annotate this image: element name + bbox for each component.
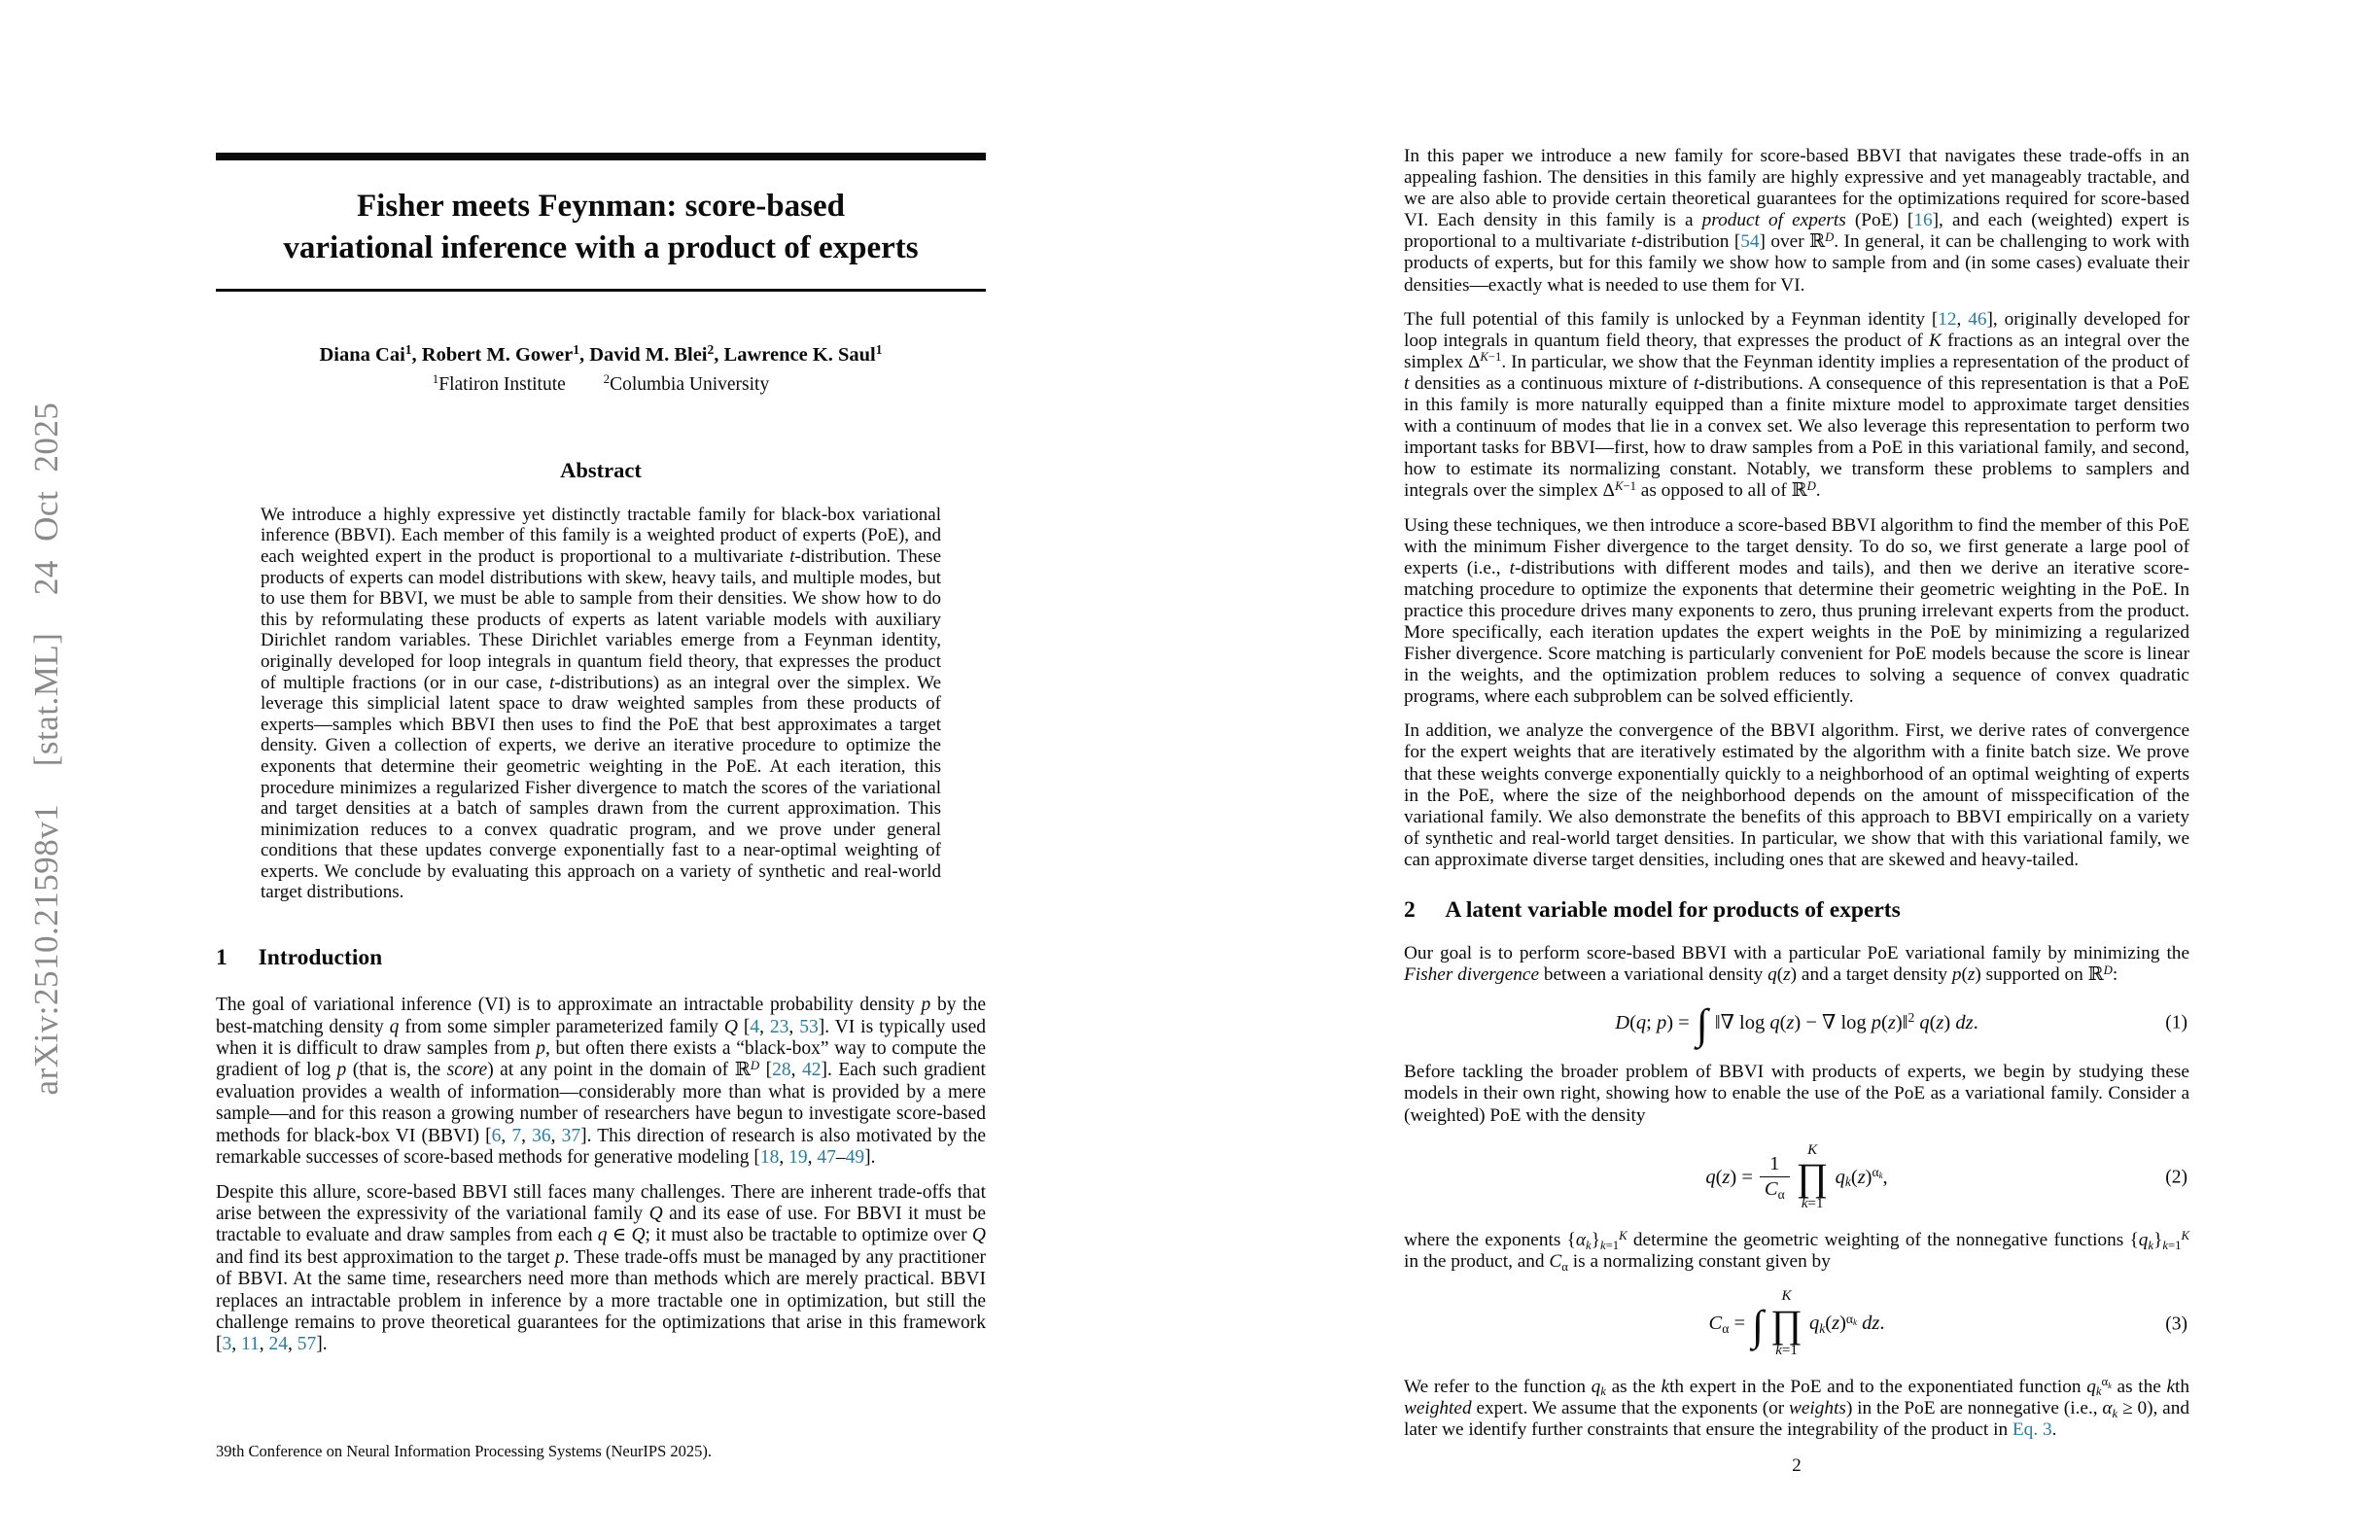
fraction — [1760, 1153, 1790, 1202]
product-upper-limit: K — [1781, 1288, 1792, 1305]
paragraph-bbvi-algorithm: Using these techniques, we then introduce a score-based BBVI algorithm to find the member of this PoE with the minimum Fisher divergence to the target density. To do so, we first generate a large pool of experts (i.e., t-distributions with different modes and tails), and then we derive an iterative score-matching procedure to optimize the exponents that determine their geometric weighting in the PoE. In practice this procedure drives many exponents to zero, thus pruning irrelevant experts from the product. More specifically, each iteration updates the expert weights in the PoE by minimizing a regularized Fisher divergence. Score matching is particularly convenient for PoE models because the score is linear in the weights, and the optimization problem reduces to solving a sequence of convex quadratic programs, where each subproblem can be solved efficiently. — [1404, 514, 2190, 708]
citation-link[interactable]: 24 — [268, 1334, 289, 1355]
eq1-lhs: D(q; p) = — [1615, 1012, 1690, 1034]
eq3-content — [1709, 1288, 1885, 1359]
intro-paragraph-1: The goal of variational inference (VI) is to approximate an intractable probability density p by the best-matching density q from some simpler parameterized family Q [4, 23, 53]. VI is typically used when it is difficult to draw samples from p, but often there exists a “black-box” way to compute the gradient of log p (that is, the score) at any point in the domain of ℝ$^D$ [28, 42]. Each such gradient evaluation provides a wealth of information—considerably more than what is provided by a mere sample—and for this reason a growing number of researchers have begun to investigate score-based methods for black-box VI (BBVI) [6, 7, 36, 37]. This direction of research is also motivated by the remarkable successes of score-based methods for generative modeling [18, 19, 47–49]. — [216, 995, 987, 1169]
product-operator-icon — [1797, 1142, 1829, 1213]
section-1-title: Introduction — [258, 945, 383, 971]
citation-link[interactable]: Eq. 3 — [2012, 1419, 2052, 1441]
affiliations-line — [216, 374, 986, 396]
section-1-heading — [216, 944, 986, 971]
eq1-body: ‖∇ log q(z) − ∇ log p(z)‖$^2$ q(z) dz. — [1714, 1010, 1978, 1034]
paragraph-before-tackling: Before tackling the broader problem of BBVI with products of experts, we begin by studying these models in their own right, showing how to enable the use of the PoE as a variational family. Consider a (weighted) PoE with the density — [1404, 1062, 2189, 1126]
intro-paragraph-2: Despite this allure, score-based BBVI still faces many challenges. There are inherent trade-offs that arise between the expressivity of the variational family Q and its ease of use. For BBVI it must be tractable to evaluate and draw samples from each q ∈ Q; it must also be tractable to optimize over Q and find its best approximation to the target p. These trade-offs must be managed by any practitioner of BBVI. At the same time, researchers need more than methods which are merely practical. BBVI replaces an intractable problem in inference by a more tractable one in optimization, but still the challenge remains to prove theoretical guarantees for the optimizations that arise in this framework [3, 11, 24, 57]. — [216, 1181, 987, 1355]
paragraph-convergence: In addition, we analyze the convergence of the BBVI algorithm. First, we derive rates of convergence for the expert weights that are iteratively estimated by the algorithm with a finite batch size. We prove that these weights converge exponentially quickly to a neighborhood of an optimal weighting of experts in the PoE, where the size of the neighborhood depends on the amount of misspecification of the variational family. We also demonstrate the benefits of this approach to BBVI empirically on a variety of synthetic and real-world target densities. In particular, we show that with this variational family, we can approximate diverse target densities, including ones that are skewed and heavy-tailed. — [1404, 720, 2189, 870]
citation-link[interactable]: 42 — [802, 1060, 822, 1081]
paragraph-feynman-identity: The full potential of this family is unlocked by a Feynman identity [12, 46], originally developed for loop integrals in quantum field theory, that expresses the product of K fractions as an integral over the simplex $\Delta^{K-1}$. In particular, we show that the Feynman identity implies a representation of the product of t densities as a continuous mixture of t-distributions. A consequence of this representation is that a PoE in this family is more naturally equipped than a finite mixture model to approximate target densities with a continuum of modes that lie in a convex set. We also leverage this representation to perform two important tasks for BBVI—first, how to draw samples from a PoE in this variational family, and second, how to estimate its normalizing constant. Notably, we transform these problems to samplers and integrals over the simplex $\Delta^{K-1}$ as opposed to all of ℝ$^D$. — [1404, 308, 2190, 502]
abstract-heading: Abstract — [560, 457, 642, 482]
citation-link[interactable]: 47 — [817, 1147, 836, 1169]
eq3-body: $q_k(z)^{\alpha_k}$ dz. — [1809, 1311, 1885, 1337]
title-line-1: Fisher meets Feynman: score-based — [357, 189, 845, 224]
equation-3 — [1404, 1288, 2189, 1359]
product-lower-limit: k=1 — [1801, 1195, 1824, 1211]
eq3-tag: (3) — [2165, 1312, 2188, 1334]
citation-link[interactable]: 57 — [297, 1334, 317, 1355]
section-1-number: 1 — [216, 945, 228, 971]
product-symbol: ∏ — [1770, 1301, 1803, 1346]
citation-link[interactable]: 36 — [532, 1125, 551, 1146]
affiliation-2: $^2$Columbia University — [603, 372, 770, 395]
citation-link[interactable]: 46 — [1968, 308, 1987, 330]
section-2-number: 2 — [1404, 897, 1416, 923]
fraction-denominator: $C_\alpha$ — [1760, 1176, 1790, 1202]
product-operator-icon — [1770, 1288, 1802, 1359]
conference-footnote: 39th Conference on Neural Information Processing Systems (NeurIPS 2025). — [216, 1441, 713, 1460]
abstract-text: We introduce a highly expressive yet distinctly tractable family for black-box variational inference (BBVI). Each member of this family is a weighted product of experts (PoE), and each weighted expert in the product is proportional to a multivariate t-distribution. These products of experts can model distributions with skew, heavy tails, and multiple modes, but to use them for BBVI, we must be able to sample from their densities. We show how to do this by reformulating these products of experts as latent variable models with auxiliary Dirichlet random variables. These Dirichlet variables emerge from a Feynman identity, originally developed for loop integrals in quantum field theory, that expresses the product of multiple fractions (or in our case, t-distributions) as an integral over the simplex. We leverage this simplicial latent space to draw weighted samples from these products of experts—samples which BBVI then uses to find the PoE that best approximates a target density. Given a collection of experts, we derive an iterative procedure to optimize the exponents that determine their geometric weighting in the PoE. At each iteration, this procedure minimizes a regularized Fisher divergence to match the scores of the variational and target densities at a batch of samples drawn from the current approximation. This minimization reduces to a convex quadratic program, and we prove under general conditions that these updates converge exponentially fast to a near-optimal weighting of experts. We conclude by evaluating this approach on a variety of synthetic and real-world target distributions. — [261, 504, 942, 903]
integral-icon: ∫ — [1752, 1301, 1765, 1349]
citation-link[interactable]: 54 — [1740, 231, 1760, 253]
fraction-numerator: 1 — [1769, 1152, 1780, 1174]
title-line-2: variational inference with a product of experts — [283, 229, 919, 265]
citation-link[interactable]: 12 — [1938, 308, 1957, 330]
equation-2 — [1404, 1142, 2189, 1213]
eq3-lhs: $C_\alpha$ = — [1708, 1312, 1746, 1337]
citation-link[interactable]: 49 — [845, 1147, 865, 1169]
paragraph-exponents: where the exponents $\{\alpha_k\}_{k=1}^K$ determine the geometric weighting of the nonnegative functions $\{q_k\}_{k=1}^K$ in the product, and $C_\alpha$ is a normalizing constant given by — [1404, 1228, 2190, 1274]
eq1-tag: (1) — [2165, 1012, 2188, 1033]
arxiv-watermark: arXiv:2510.21598v1 [stat.ML] 24 Oct 2025 — [27, 402, 65, 1096]
paragraph-goal: Our goal is to perform score-based BBVI with a particular PoE variational family by minimizing the Fisher divergence between a variational density q(z) and a target density p(z) supported on ℝ$^D$: — [1404, 943, 2189, 986]
citation-link[interactable]: 19 — [788, 1147, 808, 1169]
paper-title — [222, 186, 980, 269]
citation-link[interactable]: 11 — [241, 1334, 260, 1355]
eq1-content — [1615, 1000, 1978, 1049]
authors-line: Diana Cai$^1$, Robert M. Gower$^1$, David M. Blei$^2$, Lawrence K. Saul$^1$ — [319, 342, 883, 366]
integral-icon: ∫ — [1696, 1000, 1708, 1049]
title-rule-bottom — [216, 289, 986, 292]
affiliation-1: $^1$Flatiron Institute — [432, 372, 566, 395]
paragraph-new-family: In this paper we introduce a new family for score-based BBVI that navigates these trade-offs in an appealing fashion. The densities in this family are highly expressive and yet manageably tractable, and we are also able to provide certain theoretical guarantees for the optimizations required for score-based VI. Each density in this family is a product of experts (PoE) [16], and each (weighted) expert is proportional to a multivariate t-distribution [54] over ℝ$^D$. In general, it can be challenging to work with products of experts, but for this family we show how to sample from and (in some cases) evaluate their densities—exactly what is needed to use them for VI. — [1404, 146, 2190, 296]
section-2-heading — [1404, 896, 2189, 924]
citation-link[interactable]: 6 — [491, 1125, 502, 1146]
citation-link[interactable]: 23 — [769, 1016, 789, 1037]
page-number: 2 — [1792, 1455, 1802, 1476]
page-2 — [1404, 0, 2189, 1540]
citation-link[interactable]: 53 — [799, 1016, 819, 1037]
citation-link[interactable]: 16 — [1913, 210, 1933, 231]
product-upper-limit: K — [1807, 1141, 1818, 1158]
eq2-tag: (2) — [2165, 1167, 2188, 1188]
citation-link[interactable]: 7 — [511, 1125, 522, 1146]
paragraph-weighted-expert: We refer to the function $q_k$ as the kth expert in the PoE and to the exponentiated function $q_k^{\alpha_k}$ as the kth weighted expert. We assume that the exponents (or weights) in the PoE are nonnegative (i.e., $\alpha_k \ge 0$), and later we identify further constraints that ensure the integrability of the product in Eq. 3. — [1404, 1375, 2190, 1441]
page-1 — [216, 0, 986, 1540]
product-lower-limit: k=1 — [1775, 1342, 1798, 1358]
eq2-body: $q_k(z)^{\alpha_k}$, — [1835, 1164, 1888, 1190]
equation-1 — [1404, 1000, 2189, 1049]
title-rule-top — [216, 153, 986, 160]
section-2-title: A latent variable model for products of experts — [1445, 897, 1901, 923]
citation-link[interactable]: 3 — [222, 1334, 232, 1355]
citation-link[interactable]: 18 — [759, 1147, 780, 1169]
product-symbol: ∏ — [1796, 1154, 1829, 1199]
citation-link[interactable]: 37 — [561, 1125, 581, 1146]
citation-link[interactable]: 4 — [750, 1016, 760, 1037]
eq2-content — [1705, 1142, 1887, 1213]
eq2-lhs: q(z) = — [1705, 1166, 1753, 1188]
citation-link[interactable]: 28 — [772, 1060, 791, 1081]
